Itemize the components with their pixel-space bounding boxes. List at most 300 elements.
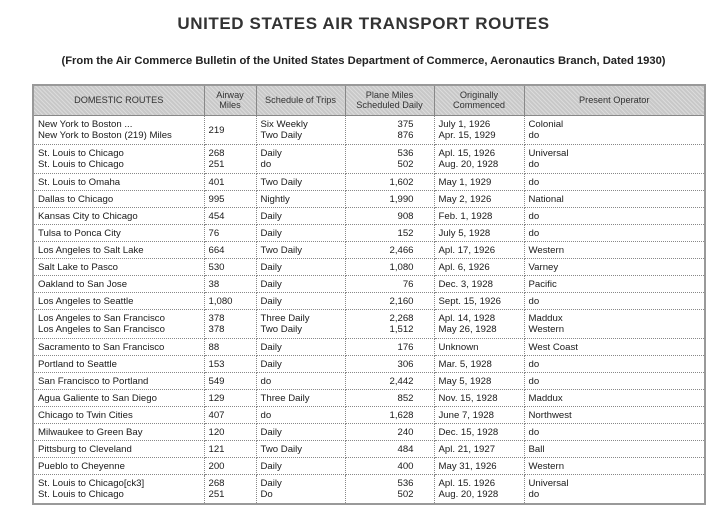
table-row <box>33 373 705 390</box>
airway-miles-cell-line: 251 <box>208 489 225 500</box>
operator-cell <box>524 356 705 373</box>
header-airway-miles-line2: Miles <box>219 99 241 110</box>
operator-cell-line: West Coast <box>528 341 578 353</box>
commenced-cell-line: Feb. 1, 1928 <box>438 210 493 222</box>
schedule-cell <box>256 458 345 475</box>
commenced-cell-line: Apl. 6, 1926 <box>438 261 490 273</box>
operator-cell <box>524 424 705 441</box>
operator-cell-line: Western <box>528 324 565 335</box>
schedule-cell-line: Daily <box>260 278 282 290</box>
table-row <box>33 259 705 276</box>
commenced-cell-line: May 31, 1926 <box>438 460 497 472</box>
operator-cell <box>524 475 705 505</box>
table-row <box>33 174 705 191</box>
airway-miles-cell-line: 88 <box>208 341 220 353</box>
operator-cell-line: do <box>528 210 540 222</box>
route-cell <box>33 339 204 356</box>
commenced-cell <box>434 339 524 356</box>
plane-miles-cell <box>345 276 434 293</box>
airway-miles-cell <box>204 293 256 310</box>
commenced-cell-line: Unknown <box>438 341 479 353</box>
airway-miles-cell <box>204 174 256 191</box>
plane-miles-cell-line: 2,466 <box>389 244 414 256</box>
commenced-cell <box>434 441 524 458</box>
table-row <box>33 225 705 242</box>
commenced-cell-line: May 26, 1928 <box>438 324 497 335</box>
schedule-cell <box>256 310 345 339</box>
airway-miles-cell-line: 251 <box>208 159 225 170</box>
schedule-cell-line: Nightly <box>260 193 290 205</box>
plane-miles-cell-line: 484 <box>397 443 414 455</box>
route-cell-line: New York to Boston ... <box>38 119 133 130</box>
airway-miles-cell-line: 407 <box>208 409 225 421</box>
schedule-cell <box>256 225 345 242</box>
schedule-cell <box>256 116 345 145</box>
plane-miles-cell <box>345 145 434 174</box>
route-cell <box>33 441 204 458</box>
operator-cell-line: do <box>528 176 540 188</box>
commenced-cell-line: Apr. 15, 1929 <box>438 130 496 141</box>
operator-cell <box>524 116 705 145</box>
plane-miles-cell-line: 176 <box>397 341 414 353</box>
schedule-cell <box>256 191 345 208</box>
operator-cell <box>524 259 705 276</box>
operator-cell-line: National <box>528 193 564 205</box>
route-cell-line: Los Angeles to San Francisco <box>38 313 165 324</box>
route-cell <box>33 373 204 390</box>
plane-miles-cell-line: 2,442 <box>389 375 414 387</box>
airway-miles-cell <box>204 208 256 225</box>
operator-cell <box>524 339 705 356</box>
commenced-cell-line: May 2, 1926 <box>438 193 492 205</box>
airway-miles-cell-line: 219 <box>208 124 225 136</box>
schedule-cell-line: Daily <box>260 148 282 159</box>
schedule-cell-line: Three Daily <box>260 313 310 324</box>
commenced-cell <box>434 116 524 145</box>
plane-miles-cell <box>345 174 434 191</box>
route-cell <box>33 475 204 505</box>
plane-miles-cell <box>345 293 434 310</box>
airway-miles-cell <box>204 145 256 174</box>
plane-miles-cell <box>345 390 434 407</box>
commenced-cell-line: Nov. 15, 1928 <box>438 392 498 404</box>
commenced-cell-line: Apl. 15, 1926 <box>438 148 496 159</box>
plane-miles-cell-line: 76 <box>402 278 414 290</box>
plane-miles-cell <box>345 259 434 276</box>
commenced-cell-line: July 5, 1928 <box>438 227 491 239</box>
route-cell <box>33 242 204 259</box>
commenced-cell-line: Sept. 15, 1926 <box>438 295 501 307</box>
schedule-cell-line: Daily <box>260 341 282 353</box>
plane-miles-cell <box>345 208 434 225</box>
airway-miles-cell-line: 120 <box>208 426 225 438</box>
plane-miles-cell-line: 1,512 <box>389 324 414 335</box>
commenced-cell <box>434 174 524 191</box>
airway-miles-cell-line: 378 <box>208 313 225 324</box>
header-operator: Present Operator <box>524 85 705 116</box>
airway-miles-cell <box>204 458 256 475</box>
operator-cell <box>524 242 705 259</box>
airway-miles-cell-line: 549 <box>208 375 225 387</box>
plane-miles-cell-line: 908 <box>397 210 414 222</box>
airway-miles-cell <box>204 339 256 356</box>
plane-miles-cell-line: 152 <box>397 227 414 239</box>
header-plane-miles <box>345 85 434 116</box>
operator-cell <box>524 225 705 242</box>
airway-miles-cell-line: 401 <box>208 176 225 188</box>
route-cell-line: Milwaukee to Green Bay <box>38 426 143 438</box>
route-cell-line: Salt Lake to Pasco <box>38 261 118 273</box>
commenced-cell <box>434 310 524 339</box>
operator-cell <box>524 441 705 458</box>
commenced-cell-line: Aug. 20, 1928 <box>438 159 499 170</box>
table-row <box>33 293 705 310</box>
schedule-cell-line: Do <box>260 489 273 500</box>
schedule-cell-line: do <box>260 159 272 170</box>
airway-miles-cell <box>204 373 256 390</box>
operator-cell <box>524 174 705 191</box>
plane-miles-cell <box>345 225 434 242</box>
commenced-cell-line: May 5, 1928 <box>438 375 492 387</box>
operator-cell-line: Maddux <box>528 392 563 404</box>
airway-miles-cell <box>204 407 256 424</box>
airway-miles-cell <box>204 390 256 407</box>
commenced-cell-line: Aug. 20, 1928 <box>438 489 499 500</box>
plane-miles-cell <box>345 475 434 505</box>
commenced-cell <box>434 225 524 242</box>
plane-miles-cell-line: 1,602 <box>389 176 414 188</box>
commenced-cell-line: May 1, 1929 <box>438 176 492 188</box>
page-title: UNITED STATES AIR TRANSPORT ROUTES <box>177 14 550 33</box>
route-cell-line: Chicago to Twin Cities <box>38 409 133 421</box>
commenced-cell <box>434 424 524 441</box>
operator-cell <box>524 208 705 225</box>
airway-miles-cell-line: 1,080 <box>208 295 233 307</box>
route-cell-line: St. Louis to Chicago <box>38 489 124 500</box>
airway-miles-cell <box>204 191 256 208</box>
airway-miles-cell <box>204 310 256 339</box>
schedule-cell <box>256 339 345 356</box>
schedule-cell <box>256 441 345 458</box>
schedule-cell-line: do <box>260 375 272 387</box>
plane-miles-cell <box>345 441 434 458</box>
schedule-cell <box>256 475 345 505</box>
operator-cell <box>524 390 705 407</box>
route-cell-line: San Francisco to Portland <box>38 375 149 387</box>
plane-miles-cell-line: 2,268 <box>389 313 414 324</box>
commenced-cell <box>434 407 524 424</box>
airway-miles-cell-line: 121 <box>208 443 225 455</box>
schedule-cell <box>256 208 345 225</box>
airway-miles-cell-line: 995 <box>208 193 225 205</box>
operator-cell <box>524 310 705 339</box>
commenced-cell <box>434 259 524 276</box>
airway-miles-cell-line: 200 <box>208 460 225 472</box>
header-commenced-line1: Originally <box>459 90 499 100</box>
plane-miles-cell-line: 1,628 <box>389 409 414 421</box>
schedule-cell <box>256 276 345 293</box>
schedule-cell-line: Two Daily <box>260 176 303 188</box>
schedule-cell <box>256 407 345 424</box>
route-cell-line: Dallas to Chicago <box>38 193 114 205</box>
route-cell-line: Tulsa to Ponca City <box>38 227 121 239</box>
header-route: DOMESTIC ROUTES <box>33 85 204 116</box>
airway-miles-cell-line: 38 <box>208 278 220 290</box>
route-cell <box>33 116 204 145</box>
plane-miles-cell-line: 1,990 <box>389 193 414 205</box>
commenced-cell <box>434 373 524 390</box>
route-cell-line: St. Louis to Chicago <box>38 159 124 170</box>
commenced-cell-line: Apl. 14, 1928 <box>438 313 496 324</box>
schedule-cell <box>256 424 345 441</box>
route-cell-line: Los Angeles to San Francisco <box>38 324 165 335</box>
table-row <box>33 145 705 174</box>
operator-cell <box>524 191 705 208</box>
route-cell <box>33 424 204 441</box>
operator-cell-line: do <box>528 358 540 370</box>
plane-miles-cell <box>345 310 434 339</box>
operator-cell-line: Northwest <box>528 409 572 421</box>
header-plane-miles-line1: Plane Miles <box>365 90 414 100</box>
commenced-cell <box>434 242 524 259</box>
route-cell <box>33 225 204 242</box>
routes-table-body <box>33 116 705 505</box>
schedule-cell <box>256 242 345 259</box>
operator-cell-line: Colonial <box>528 119 564 130</box>
airway-miles-cell-line: 129 <box>208 392 225 404</box>
table-row <box>33 242 705 259</box>
commenced-cell <box>434 191 524 208</box>
operator-cell-line: do <box>528 159 540 170</box>
airway-miles-cell <box>204 116 256 145</box>
plane-miles-cell <box>345 242 434 259</box>
airway-miles-cell-line: 268 <box>208 478 225 489</box>
airway-miles-cell-line: 454 <box>208 210 225 222</box>
commenced-cell <box>434 390 524 407</box>
route-cell <box>33 276 204 293</box>
operator-cell <box>524 458 705 475</box>
route-cell-line: New York to Boston (219) Miles <box>38 130 172 141</box>
route-cell-line: St. Louis to Chicago[ck3] <box>38 478 145 489</box>
route-cell-line: Kansas City to Chicago <box>38 210 138 222</box>
plane-miles-cell <box>345 458 434 475</box>
airway-miles-cell <box>204 259 256 276</box>
route-cell <box>33 208 204 225</box>
page-subtitle: (From the Air Commerce Bulletin of the United States Department of Commerce, Aeronautics Branch, Dated 1930) <box>61 55 666 67</box>
route-cell-line: Sacramento to San Francisco <box>38 341 165 353</box>
airway-miles-cell <box>204 356 256 373</box>
schedule-cell-line: Six Weekly <box>260 119 308 130</box>
commenced-cell <box>434 356 524 373</box>
schedule-cell-line: Daily <box>260 210 282 222</box>
commenced-cell-line: June 7, 1928 <box>438 409 494 421</box>
schedule-cell <box>256 293 345 310</box>
header-schedule: Schedule of Trips <box>256 85 345 116</box>
table-row <box>33 458 705 475</box>
table-row <box>33 441 705 458</box>
route-cell <box>33 259 204 276</box>
commenced-cell-line: Apl. 21, 1927 <box>438 443 496 455</box>
plane-miles-cell <box>345 407 434 424</box>
route-cell <box>33 174 204 191</box>
operator-cell-line: Universal <box>528 478 569 489</box>
routes-table <box>32 84 706 505</box>
airway-miles-cell-line: 153 <box>208 358 225 370</box>
commenced-cell <box>434 293 524 310</box>
plane-miles-cell-line: 400 <box>397 460 414 472</box>
plane-miles-cell <box>345 191 434 208</box>
schedule-cell <box>256 373 345 390</box>
airway-miles-cell <box>204 441 256 458</box>
schedule-cell <box>256 356 345 373</box>
commenced-cell <box>434 208 524 225</box>
table-row <box>33 116 705 145</box>
schedule-cell-line: Three Daily <box>260 392 310 404</box>
table-row <box>33 208 705 225</box>
commenced-cell-line: Dec. 15, 1928 <box>438 426 499 438</box>
route-cell <box>33 293 204 310</box>
route-cell <box>33 458 204 475</box>
schedule-cell-line: Two Daily <box>260 443 303 455</box>
table-row <box>33 310 705 339</box>
airway-miles-cell <box>204 276 256 293</box>
operator-cell-line: Universal <box>528 148 569 159</box>
airway-miles-cell-line: 378 <box>208 324 225 335</box>
schedule-cell-line: Two Daily <box>260 130 303 141</box>
operator-cell-line: do <box>528 426 540 438</box>
commenced-cell-line: Apl. 15. 1926 <box>438 478 496 489</box>
airway-miles-cell <box>204 225 256 242</box>
schedule-cell-line: Daily <box>260 426 282 438</box>
route-cell-line: St. Louis to Omaha <box>38 176 121 188</box>
schedule-cell-line: Daily <box>260 460 282 472</box>
route-cell <box>33 191 204 208</box>
plane-miles-cell <box>345 373 434 390</box>
commenced-cell-line: Apl. 17, 1926 <box>438 244 496 256</box>
route-cell-line: St. Louis to Chicago <box>38 148 124 159</box>
operator-cell-line: do <box>528 130 540 141</box>
header-airway-miles-line1: Airway <box>216 90 244 100</box>
commenced-cell <box>434 458 524 475</box>
schedule-cell-line: Two Daily <box>260 244 303 256</box>
commenced-cell <box>434 145 524 174</box>
header-plane-miles-line2: Scheduled Daily <box>356 99 423 110</box>
schedule-cell-line: Two Daily <box>260 324 303 335</box>
schedule-cell-line: Daily <box>260 295 282 307</box>
airway-miles-cell <box>204 424 256 441</box>
plane-miles-cell-line: 1,080 <box>389 261 414 273</box>
table-row <box>33 339 705 356</box>
plane-miles-cell <box>345 424 434 441</box>
commenced-cell-line: July 1, 1926 <box>438 119 491 130</box>
operator-cell-line: do <box>528 295 540 307</box>
route-cell <box>33 390 204 407</box>
schedule-cell <box>256 259 345 276</box>
commenced-cell <box>434 276 524 293</box>
route-cell <box>33 407 204 424</box>
schedule-cell-line: Daily <box>260 358 282 370</box>
schedule-cell <box>256 390 345 407</box>
header-airway-miles <box>204 85 256 116</box>
route-cell-line: Los Angeles to Seattle <box>38 295 134 307</box>
schedule-cell-line: Daily <box>260 261 282 273</box>
operator-cell-line: do <box>528 375 540 387</box>
plane-miles-cell <box>345 356 434 373</box>
route-cell-line: Los Angeles to Salt Lake <box>38 244 144 256</box>
airway-miles-cell <box>204 475 256 505</box>
operator-cell-line: Ball <box>528 443 545 455</box>
commenced-cell <box>434 475 524 505</box>
airway-miles-cell <box>204 242 256 259</box>
plane-miles-cell-line: 240 <box>397 426 414 438</box>
airway-miles-cell-line: 664 <box>208 244 225 256</box>
operator-cell-line: Western <box>528 460 565 472</box>
schedule-cell-line: Daily <box>260 227 282 239</box>
airway-miles-cell-line: 268 <box>208 148 225 159</box>
route-cell-line: Agua Galiente to San Diego <box>38 392 157 404</box>
operator-cell <box>524 373 705 390</box>
airway-miles-cell-line: 76 <box>208 227 220 239</box>
route-cell <box>33 356 204 373</box>
plane-miles-cell <box>345 116 434 145</box>
schedule-cell <box>256 174 345 191</box>
operator-cell-line: Pacific <box>528 278 557 290</box>
operator-cell-line: Maddux <box>528 313 563 324</box>
table-row <box>33 407 705 424</box>
route-cell <box>33 145 204 174</box>
table-row <box>33 191 705 208</box>
schedule-cell-line: Daily <box>260 478 282 489</box>
plane-miles-cell-line: 375 <box>397 119 414 130</box>
commenced-cell-line: Mar. 5, 1928 <box>438 358 492 370</box>
route-cell-line: Oakland to San Jose <box>38 278 128 290</box>
table-row <box>33 475 705 505</box>
table-row <box>33 356 705 373</box>
table-row <box>33 276 705 293</box>
route-cell-line: Pueblo to Cheyenne <box>38 460 125 472</box>
plane-miles-cell-line: 306 <box>397 358 414 370</box>
table-row <box>33 390 705 407</box>
table-row <box>33 424 705 441</box>
schedule-cell-line: do <box>260 409 272 421</box>
airway-miles-cell-line: 530 <box>208 261 225 273</box>
operator-cell-line: Varney <box>528 261 559 273</box>
plane-miles-cell-line: 876 <box>397 130 414 141</box>
operator-cell-line: do <box>528 489 540 500</box>
plane-miles-cell-line: 536 <box>397 148 414 159</box>
plane-miles-cell-line: 536 <box>397 478 414 489</box>
plane-miles-cell-line: 502 <box>397 489 414 500</box>
plane-miles-cell-line: 852 <box>397 392 414 404</box>
commenced-cell-line: Dec. 3, 1928 <box>438 278 493 290</box>
operator-cell <box>524 293 705 310</box>
schedule-cell <box>256 145 345 174</box>
plane-miles-cell-line: 502 <box>397 159 414 170</box>
route-cell-line: Pittsburg to Cleveland <box>38 443 132 455</box>
operator-cell <box>524 407 705 424</box>
operator-cell-line: do <box>528 227 540 239</box>
operator-cell-line: Western <box>528 244 565 256</box>
route-cell <box>33 310 204 339</box>
route-cell-line: Portland to Seattle <box>38 358 117 370</box>
header-commenced-line2: Commenced <box>452 99 506 110</box>
header-commenced <box>434 85 524 116</box>
table-header-row <box>33 85 705 116</box>
plane-miles-cell <box>345 339 434 356</box>
operator-cell <box>524 145 705 174</box>
plane-miles-cell-line: 2,160 <box>389 295 414 307</box>
operator-cell <box>524 276 705 293</box>
